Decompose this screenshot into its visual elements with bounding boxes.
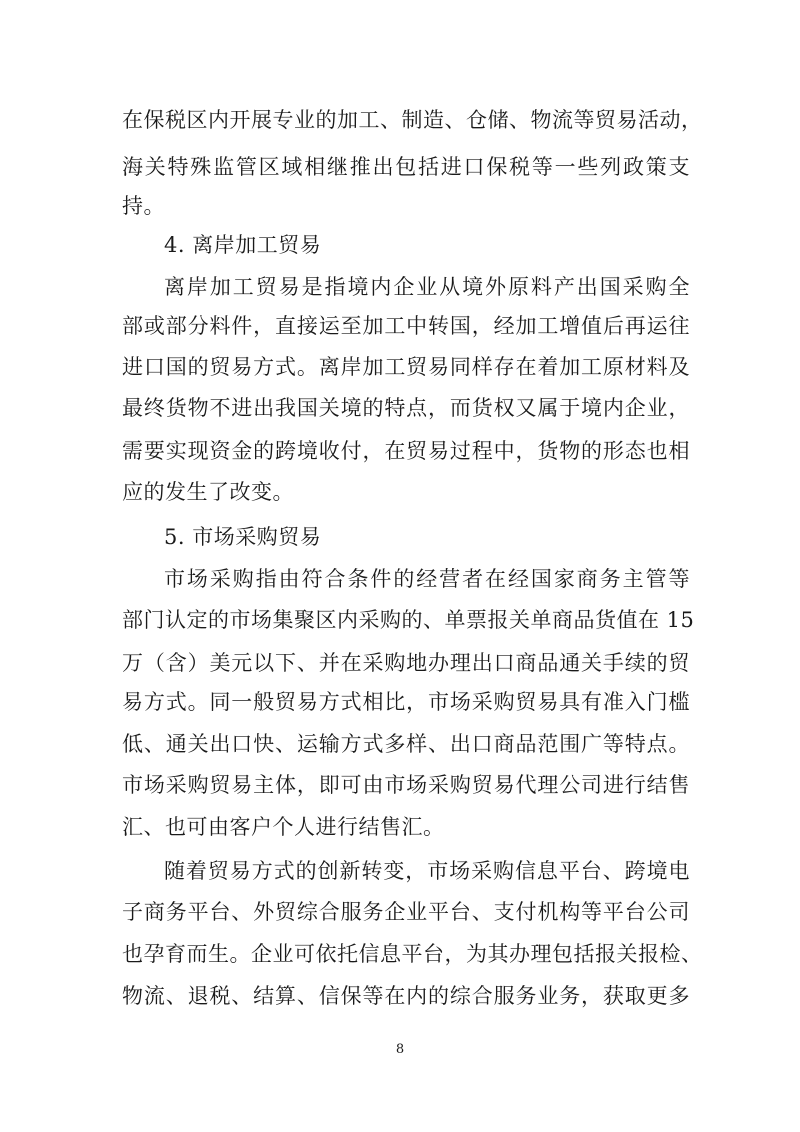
paragraph-line: 市场采购指由符合条件的经营者在经国家商务主管等 bbox=[164, 567, 690, 591]
paragraph-line: 子商务平台、外贸综合服务企业平台、支付机构等平台公司 bbox=[122, 900, 690, 924]
paragraph-line: 持。 bbox=[122, 194, 165, 218]
paragraph-line: 应的发生了改变。 bbox=[122, 480, 294, 504]
paragraph-line: 易方式。同一般贸易方式相比，市场采购贸易具有准入门槛 bbox=[122, 690, 690, 714]
paragraph-line: 市场采购贸易主体，即可由市场采购贸易代理公司进行结售 bbox=[122, 773, 690, 797]
paragraph-line: 汇、也可由客户个人进行结售汇。 bbox=[122, 815, 445, 839]
paragraph-line: 需要实现资金的跨境收付，在贸易过程中，货物的形态也相 bbox=[122, 439, 690, 463]
page-number: 8 bbox=[395, 1042, 405, 1057]
paragraph-line: 低、通关出口快、运输方式多样、出口商品范围广等特点。 bbox=[122, 732, 690, 756]
paragraph-line: 物流、退税、结算、信保等在内的综合服务业务，获取更多 bbox=[122, 984, 690, 1008]
paragraph-line: 离岸加工贸易是指境内企业从境外原料产出国采购全 bbox=[164, 275, 690, 299]
paragraph-line: 部门认定的市场集聚区内采购的、单票报关单商品货值在 15 bbox=[122, 608, 695, 632]
paragraph-line: 海关特殊监管区域相继推出包括进口保税等一些列政策支 bbox=[122, 155, 690, 179]
paragraph-line: 也孕育而生。企业可依托信息平台，为其办理包括报关报检、 bbox=[122, 942, 703, 966]
section-heading: 5. 市场采购贸易 bbox=[164, 525, 322, 549]
paragraph-line: 随着贸易方式的创新转变，市场采购信息平台、跨境电 bbox=[164, 859, 690, 883]
paragraph-line: 进口国的贸易方式。离岸加工贸易同样存在着加工原材料及 bbox=[122, 355, 690, 379]
section-heading: 4. 离岸加工贸易 bbox=[164, 233, 322, 257]
paragraph-line: 部或部分料件，直接运至加工中转国，经加工增值后再运往 bbox=[122, 314, 690, 338]
paragraph-line: 在保税区内开展专业的加工、制造、仓储、物流等贸易活动， bbox=[122, 108, 703, 132]
paragraph-line: 万（含）美元以下、并在采购地办理出口商品通关手续的贸 bbox=[122, 651, 690, 675]
paragraph-line: 最终货物不进出我国关境的特点，而货权又属于境内企业， bbox=[122, 396, 690, 420]
